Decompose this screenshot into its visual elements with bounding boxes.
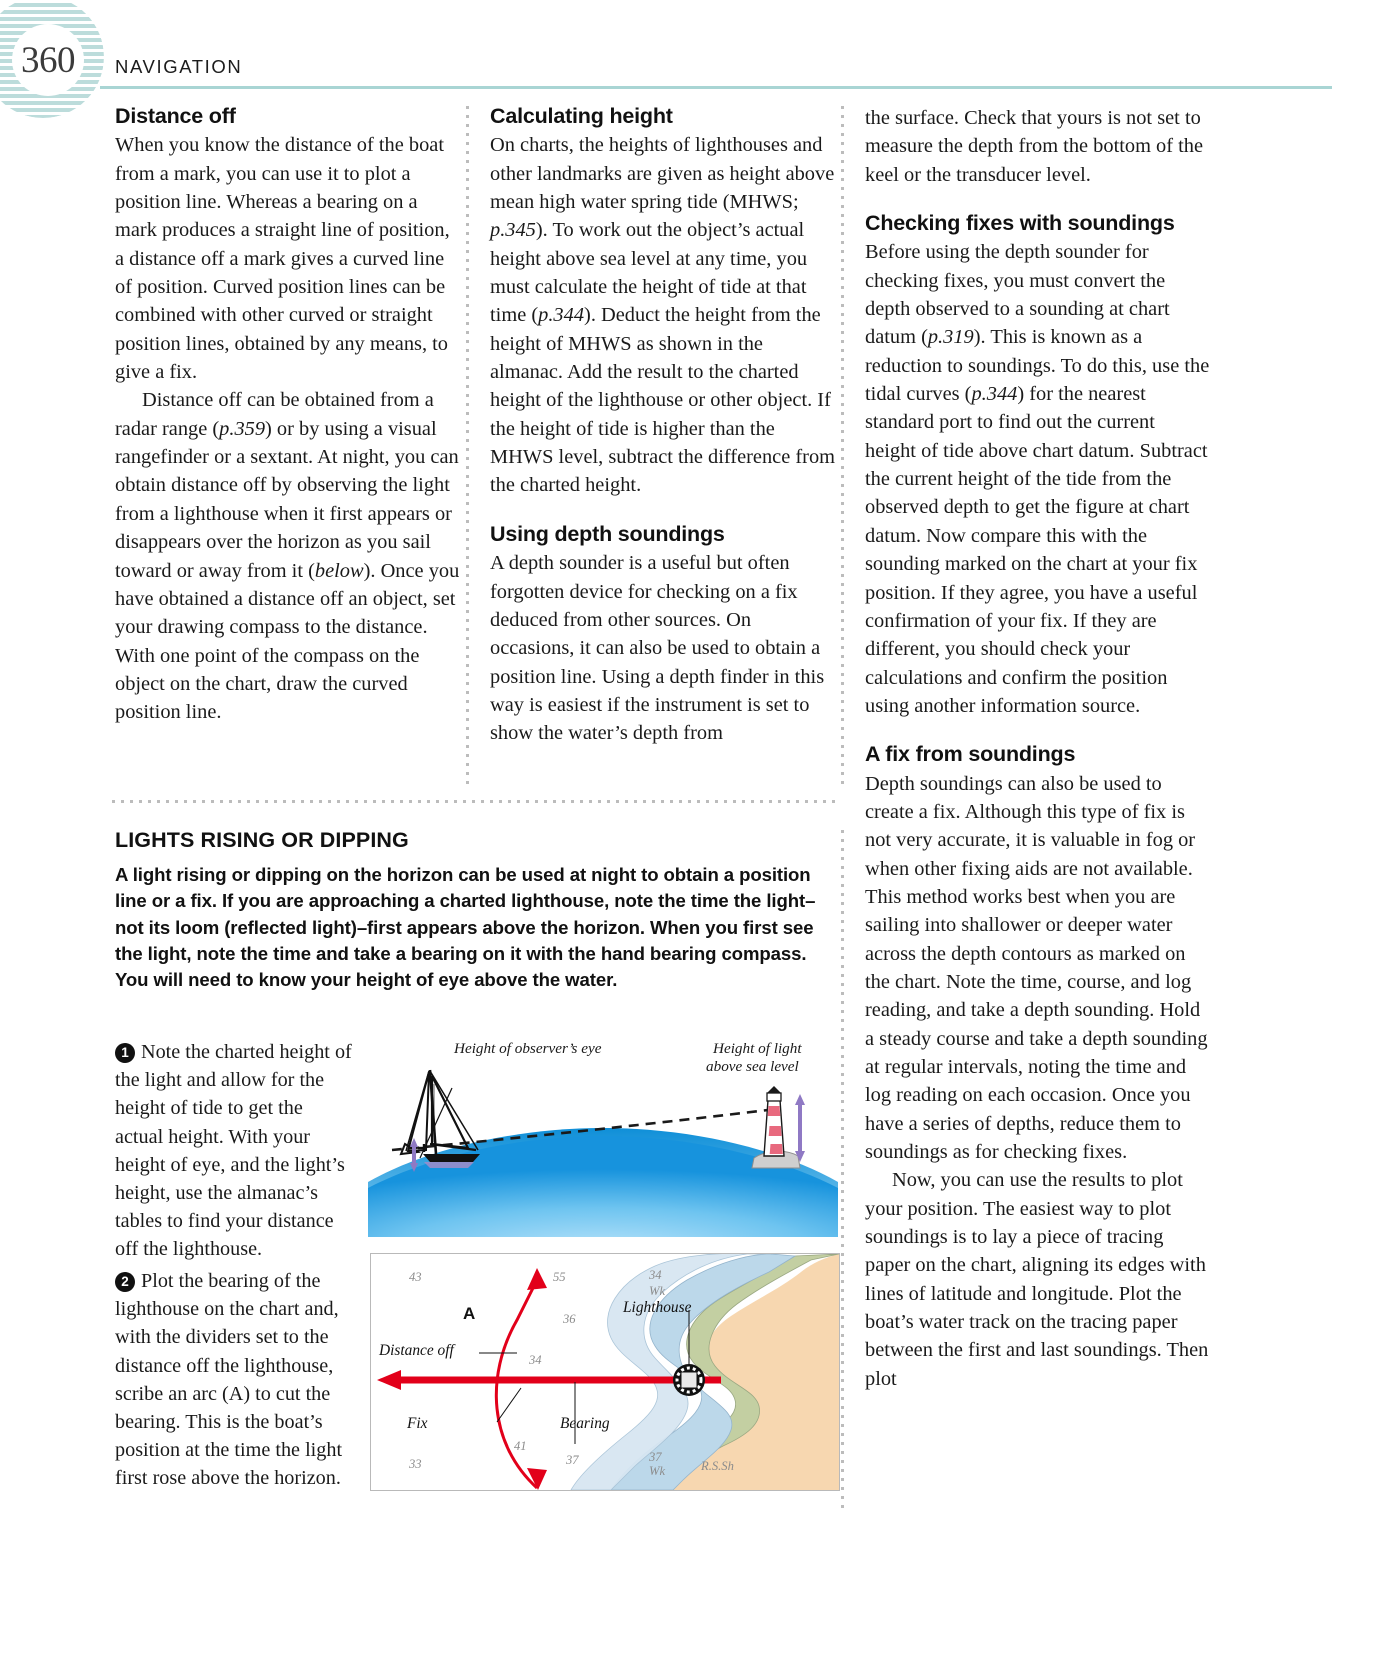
text-run: ). To work out the object’s actual height above sea level at any time, you must calculate the height of tide at that time ( bbox=[490, 219, 808, 327]
heading-calculating-height: Calculating height bbox=[490, 104, 673, 128]
step-number-badge: 1 bbox=[115, 1043, 135, 1063]
label-bearing: Bearing bbox=[560, 1415, 610, 1432]
paragraph bbox=[865, 238, 1210, 720]
chart-sounding: 43 bbox=[409, 1270, 422, 1284]
column-1 bbox=[115, 104, 460, 727]
lighthouse-icon bbox=[764, 1086, 784, 1156]
label-height-of-light-line2: above sea level bbox=[706, 1058, 799, 1075]
page-ref: p.345 bbox=[490, 219, 536, 242]
heading-fix-from-soundings: A fix from soundings bbox=[865, 742, 1076, 767]
label-arc-a: A bbox=[463, 1304, 476, 1323]
page-marker-disc bbox=[12, 24, 84, 96]
text-run: On charts, the heights of lighthouses and other landmarks are given as height above mean high water spring tide (MHWS; bbox=[490, 134, 835, 214]
column-3 bbox=[865, 104, 1210, 1393]
page-number: 360 bbox=[21, 39, 75, 81]
text-run: ). Deduct the height from the height of MHWS as shown in the almanac. Add the result to the charted height of the lighthouse or other object. If the height of tide is higher than the MHWS level, subtract the difference from the charted height. bbox=[490, 304, 836, 497]
chart-diagram-svg bbox=[371, 1254, 839, 1490]
label-height-of-light-line1: Height of light bbox=[713, 1040, 802, 1057]
feature-box bbox=[115, 828, 837, 993]
label-fix: Fix bbox=[407, 1415, 428, 1432]
paragraph: Depth soundings can also be used to create a fix. Although this type of fix is not very accurate, it is valuable in fog or when other fixing aids are not available. This method works best when you are sailing into shallower or deeper water across the depth contours as marked on the chart. Note the time, course, and log reading, and take a depth sounding. Hold a steady course and take a depth sounding at regular intervals, noting the time and log reading on each occasion. Once you have a series of depths, reduce them to soundings as for checking fixes. bbox=[865, 772, 1208, 1164]
column-divider-1 bbox=[466, 106, 469, 788]
feature-lead: A light rising or dipping on the horizon can be used at night to obtain a position line or a fix. If you are approaching a charted lighthouse, note the time the light–not its loom (reflected light)–first appears above the horizon. When you first see the light, note the time and take a bearing on it with the hand bearing compass. You will need to know your height of eye above the water. bbox=[115, 864, 816, 991]
paragraph bbox=[115, 386, 460, 726]
text-run: ) or by using a visual rangefinder or a sextant. At night, you can obtain distance off by observing the light from a lighthouse when it first appears or disappears over the horizon as you sail toward or away from it ( bbox=[115, 417, 459, 582]
page-marker bbox=[0, 0, 110, 148]
page-ref: below bbox=[314, 559, 364, 582]
chart-sounding: 34 bbox=[529, 1353, 542, 1367]
chart-sounding: 37 bbox=[566, 1453, 579, 1467]
page-ref: p.344 bbox=[538, 304, 585, 327]
text-run: Before using the depth sounder for checking fixes, you must convert the depth observed to a sounding at chart datum ( bbox=[865, 241, 1170, 349]
light-height-arrow bbox=[795, 1094, 805, 1162]
page-ref: p.319 bbox=[927, 326, 974, 349]
paragraph bbox=[490, 131, 835, 499]
paragraph: When you know the distance of the boat from a mark, you can use it to plot a position line. Whereas a bearing on a mark produces a straight line of position, a distance off a mark gives a curved line of position. Curved position lines can be combined with other curved or straight position lines, obtained by any means, to give a fix. bbox=[115, 134, 450, 384]
page-ref: p.359 bbox=[219, 417, 266, 440]
header-rule bbox=[100, 86, 1332, 89]
arc-arrow-top bbox=[527, 1268, 547, 1290]
label-distance-off: Distance off bbox=[379, 1342, 454, 1359]
chart-sounding: Wk bbox=[649, 1464, 666, 1478]
running-head: NAVIGATION bbox=[115, 56, 243, 77]
chart-sounding: 33 bbox=[409, 1457, 422, 1471]
heading-using-depth-soundings: Using depth soundings bbox=[490, 521, 725, 546]
step-number-badge: 2 bbox=[115, 1272, 135, 1292]
step-1 bbox=[115, 1038, 355, 1264]
leader-fix bbox=[497, 1388, 521, 1422]
label-height-of-eye: Height of observer’s eye bbox=[454, 1040, 602, 1057]
chart-sounding: 41 bbox=[514, 1439, 527, 1453]
paragraph: A depth sounder is a useful but often forgotten device for checking on a fix deduced from other sources. On occasions, it can also be used to obtain a position line. Using a depth finder in this way is easiest if the instrument is set to show the water’s depth from bbox=[490, 552, 825, 745]
column-2 bbox=[490, 104, 835, 748]
lighthouse-chart-symbol bbox=[673, 1364, 705, 1396]
illustration-chart bbox=[370, 1253, 840, 1491]
text-run: ) for the nearest standard port to find out the current height of tide above chart datum. Subtract the current height of the tide from the observed depth to get the figure at chart datum. Now compare this with the sounding marked on the chart at your fix position. If they agree, you have a useful confirmation of your fix. If they are different, you should check your calculations and confirm the position using another information source. bbox=[865, 383, 1208, 717]
section-separator bbox=[112, 800, 835, 803]
step-text: Note the charted height of the light and allow for the height of tide to get the actual height. With your height of eye, and the light’s height, use the almanac’s tables to find your distance off the lighthouse. bbox=[115, 1041, 352, 1261]
heading-distance-off: Distance off bbox=[115, 104, 236, 128]
chart-sounding: Wk bbox=[649, 1284, 666, 1298]
chart-sounding: 34 bbox=[649, 1268, 662, 1282]
text-run: ). This is known as a reduction to soundings. To do this, use the tidal curves ( bbox=[865, 326, 1210, 406]
chart-sounding: R.S.Sh bbox=[701, 1459, 734, 1473]
step-text: Plot the bearing of the lighthouse on the chart and, with the dividers set to the distance off the lighthouse, scribe an arc (A) to cut the bearing. This is the boat’s position at the time the light first rose above the horizon. bbox=[115, 1270, 343, 1490]
paragraph: Now, you can use the results to plot your position. The easiest way to plot soundings is to lay a piece of tracing paper on the chart, aligning its edges with lines of latitude and longitude. Plot the boat’s water track on the tracing paper between the first and last soundings. Then plot bbox=[865, 1169, 1209, 1390]
chart-sounding: 37 bbox=[649, 1450, 662, 1464]
chart-sounding: 55 bbox=[553, 1270, 566, 1284]
step-2 bbox=[115, 1267, 355, 1493]
text-run: Distance off can be obtained from a radar range ( bbox=[115, 389, 434, 440]
label-lighthouse: Lighthouse bbox=[623, 1299, 692, 1316]
column-divider-3 bbox=[841, 830, 844, 1510]
chart-sounding: 36 bbox=[563, 1312, 576, 1326]
text-run: ). Once you have obtained a distance off an object, set your drawing compass to the distance. With one point of the compass on the object on the chart, draw the curved position line. bbox=[115, 559, 460, 724]
column-divider-2 bbox=[841, 106, 844, 788]
page-ref: p.344 bbox=[971, 383, 1018, 406]
paragraph: the surface. Check that yours is not set to measure the depth from the bottom of the keel or the transducer level. bbox=[865, 107, 1204, 186]
distance-off-arc bbox=[496, 1284, 537, 1488]
feature-title: LIGHTS RISING OR DIPPING bbox=[115, 828, 409, 852]
illustration-horizon bbox=[368, 1032, 838, 1237]
heading-checking-fixes: Checking fixes with soundings bbox=[865, 211, 1175, 236]
